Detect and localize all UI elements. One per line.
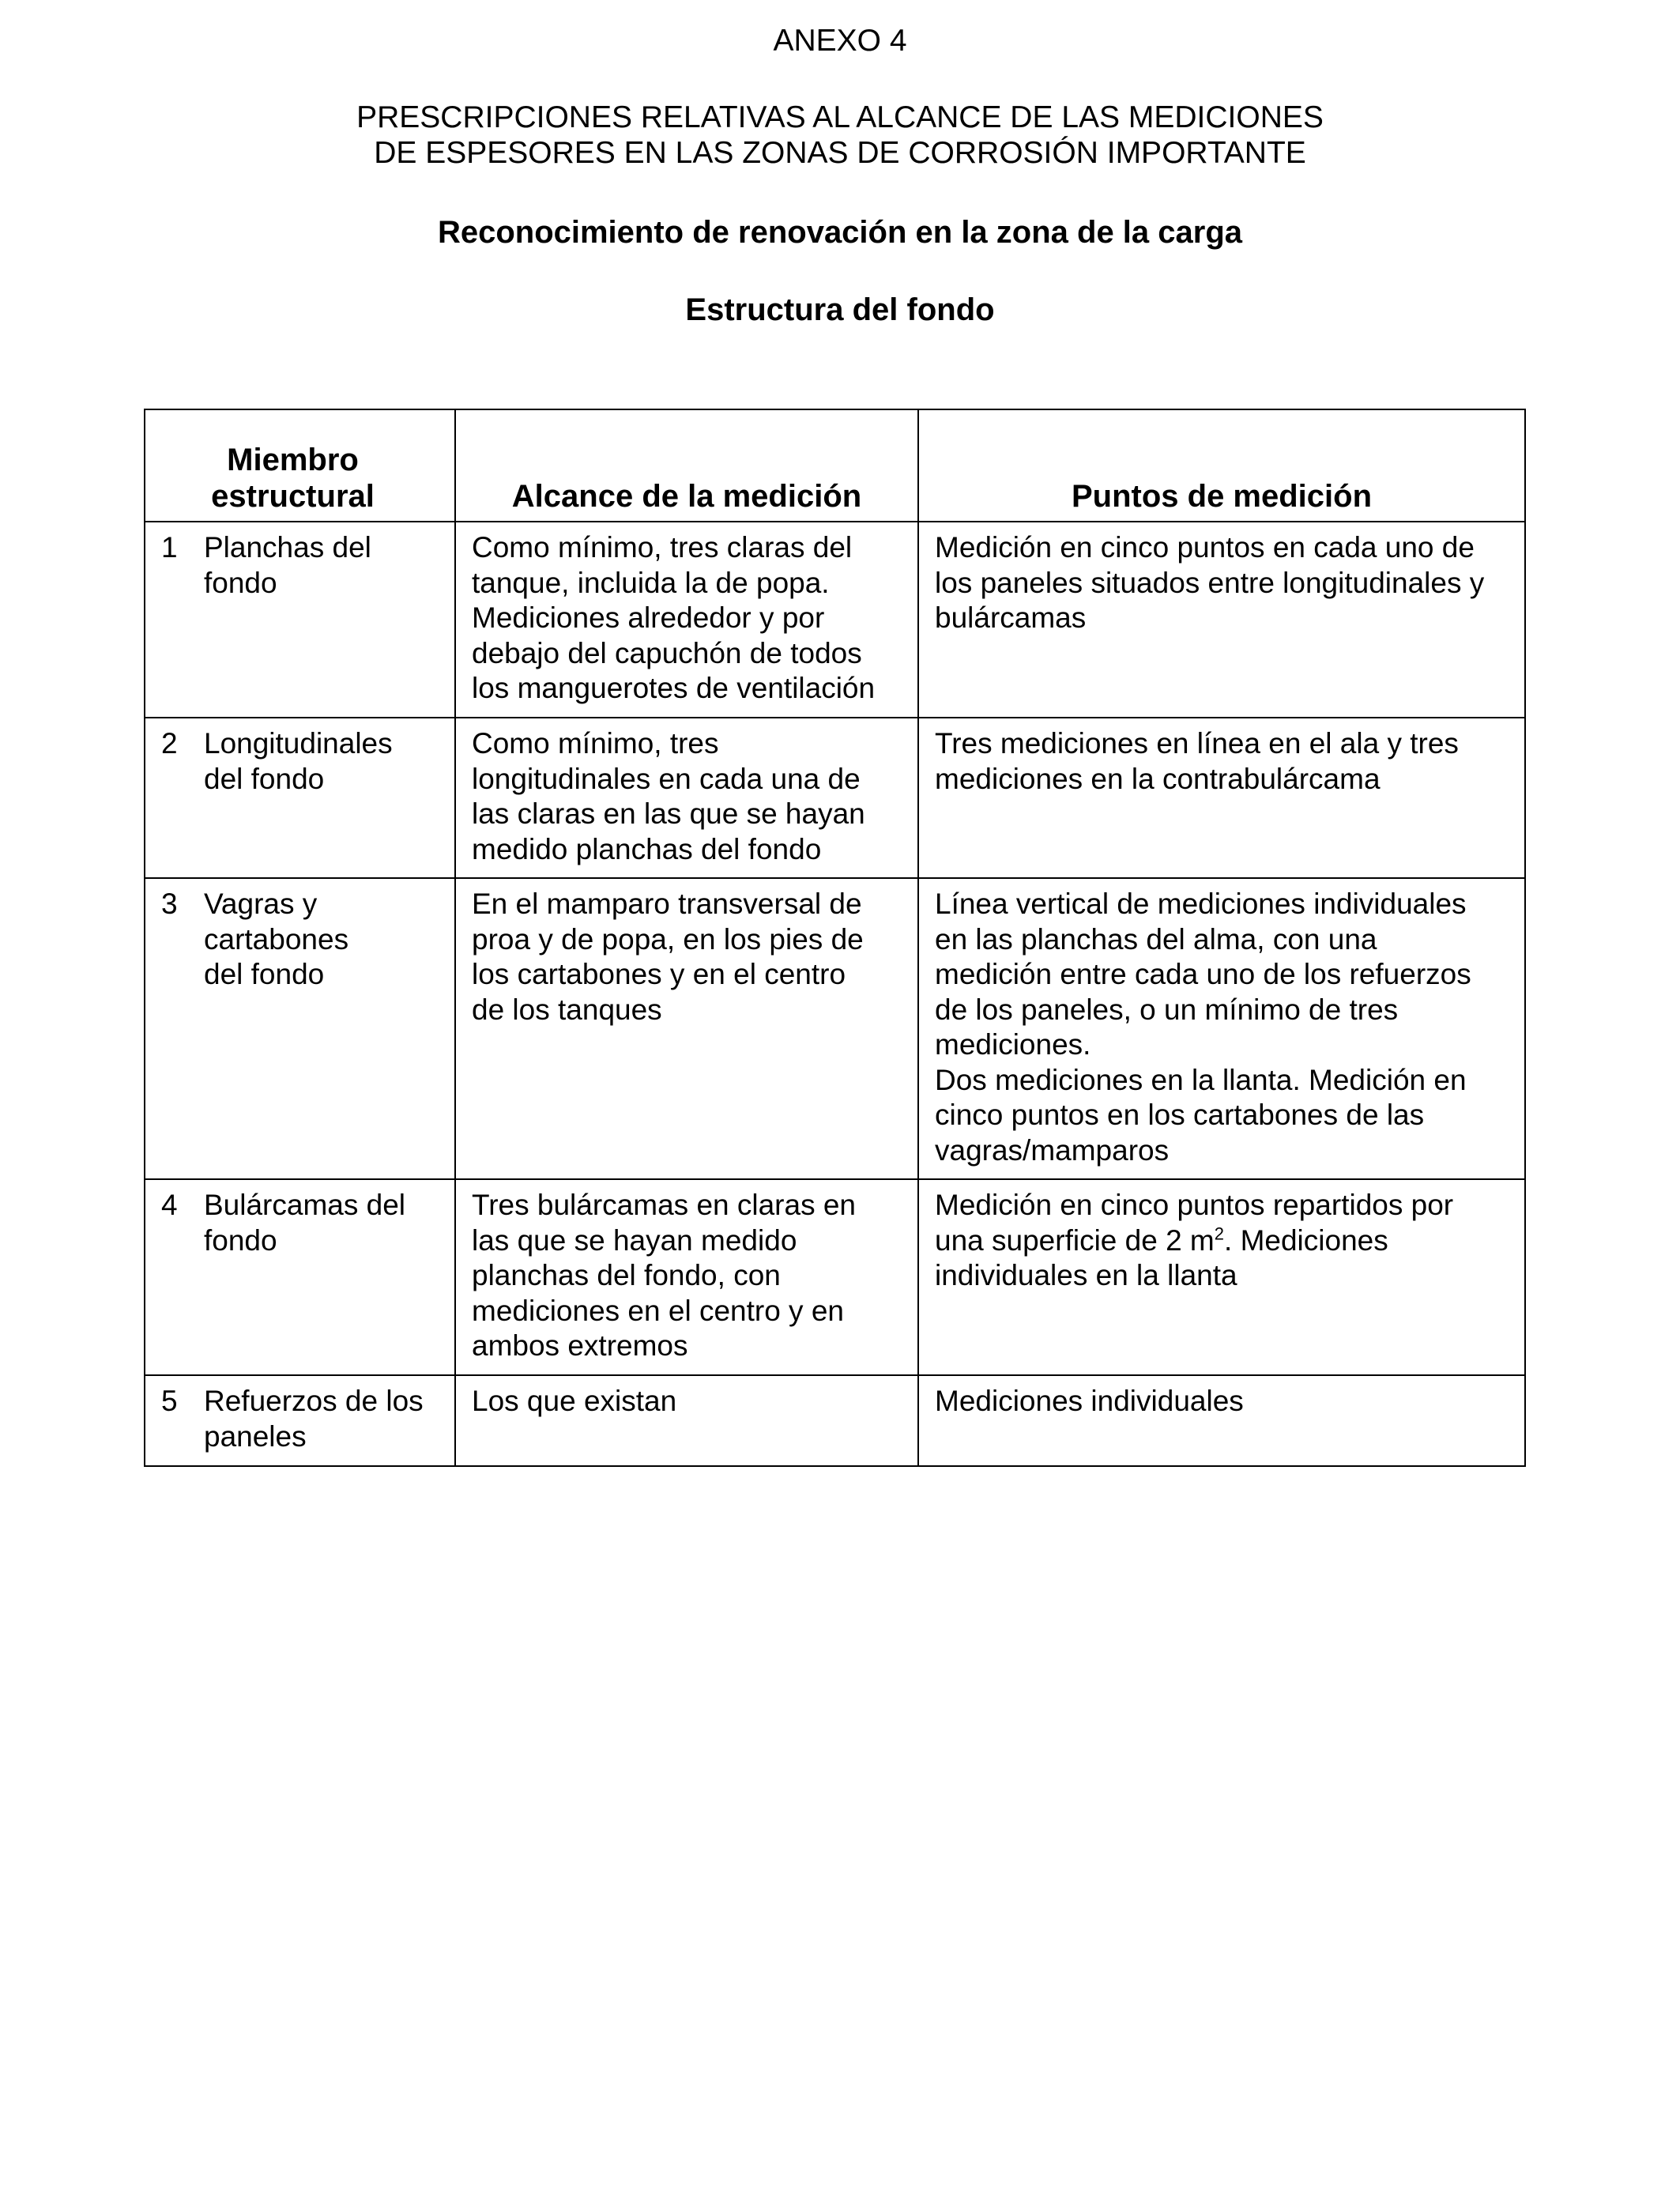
scope-cell xyxy=(455,1179,918,1375)
scope-cell xyxy=(455,1375,918,1466)
member-name: Longitudinales del fondo xyxy=(204,727,393,795)
points-text-part-1: Medición en cinco puntos repartidos por una superficie de 2 m xyxy=(935,1189,1454,1257)
table-row xyxy=(145,522,1525,718)
measurement-table xyxy=(144,409,1526,1467)
points-cell xyxy=(918,878,1525,1179)
member-cell xyxy=(145,878,455,1179)
points-cell xyxy=(918,522,1525,718)
scope-text: Los que existan xyxy=(472,1385,677,1417)
points-text: Tres mediciones en línea en el ala y tres mediciones en la contrabulárcama xyxy=(935,727,1459,795)
scope-text: Como mínimo, tres longitudinales en cada una de las claras en las que se hayan medido planchas del fondo xyxy=(472,727,865,865)
title-line-1: PRESCRIPCIONES RELATIVAS AL ALCANCE DE LAS MEDICIONES xyxy=(356,100,1324,134)
document-subtitle: Reconocimiento de renovación en la zona de la carga xyxy=(437,215,1243,250)
row-number: 2 xyxy=(161,727,178,760)
scope-text: Tres bulárcamas en claras en las que se hayan medido planchas del fondo, con mediciones en el centro y en ambos extremos xyxy=(472,1189,857,1362)
points-text: Mediciones individuales xyxy=(935,1385,1244,1417)
header-scope-label: Alcance de la medición xyxy=(511,479,862,514)
table-row xyxy=(145,878,1525,1179)
scope-cell xyxy=(455,718,918,878)
scope-text: En el mamparo transversal de proa y de popa, en los pies de los cartabones y en el centro de los tanques xyxy=(472,888,864,1026)
header-scope xyxy=(455,409,918,522)
row-number: 5 xyxy=(161,1385,178,1417)
points-text-part-2: . Mediciones individuales en la llanta xyxy=(935,1223,1388,1291)
points-text: Medición en cinco puntos en cada uno de los paneles situados entre longitudinales y bulárcamas xyxy=(935,531,1485,634)
member-cell xyxy=(145,522,455,718)
member-name: Refuerzos de los paneles xyxy=(204,1385,424,1453)
table-row xyxy=(145,1375,1525,1466)
member-name: Planchas del fondo xyxy=(204,531,371,599)
row-number: 3 xyxy=(161,888,178,920)
scope-cell xyxy=(455,878,918,1179)
row-number: 1 xyxy=(161,531,178,564)
row-number: 4 xyxy=(161,1189,178,1221)
header-structural-member-label: Miembro estructural xyxy=(211,443,375,514)
scope-text: Como mínimo, tres claras del tanque, incluida la de popa. Mediciones alrededor y por debajo del capuchón de todos los manguerotes de ventilación xyxy=(472,531,876,704)
points-text xyxy=(935,1189,1453,1291)
table-row xyxy=(145,718,1525,878)
points-cell xyxy=(918,718,1525,878)
scope-cell xyxy=(455,522,918,718)
points-cell xyxy=(918,1179,1525,1375)
section-heading: Estructura del fondo xyxy=(685,292,995,327)
member-name: Bulárcamas del fondo xyxy=(204,1189,406,1257)
document-title xyxy=(0,100,1680,171)
header-points xyxy=(918,409,1525,522)
table-header-row xyxy=(145,409,1525,522)
table-row xyxy=(145,1179,1525,1375)
member-cell xyxy=(145,718,455,878)
annex-label: ANEXO 4 xyxy=(773,24,907,58)
member-cell xyxy=(145,1375,455,1466)
points-text: Línea vertical de mediciones individuales en las planchas del alma, con una medición entre cada uno de los refuerzos de los paneles, o un mínimo de tres mediciones. Dos mediciones en la llanta. Medición en cinco puntos en los cartabones de las vagras/mamparos xyxy=(935,888,1471,1167)
title-line-2: DE ESPESORES EN LAS ZONAS DE CORROSIÓN IMPORTANTE xyxy=(374,136,1306,170)
superscript-exponent: 2 xyxy=(1214,1223,1225,1244)
points-cell xyxy=(918,1375,1525,1466)
member-cell xyxy=(145,1179,455,1375)
header-points-label: Puntos de medición xyxy=(1071,479,1373,514)
member-name: Vagras y cartabones del fondo xyxy=(204,888,349,990)
header-structural-member xyxy=(145,409,455,522)
